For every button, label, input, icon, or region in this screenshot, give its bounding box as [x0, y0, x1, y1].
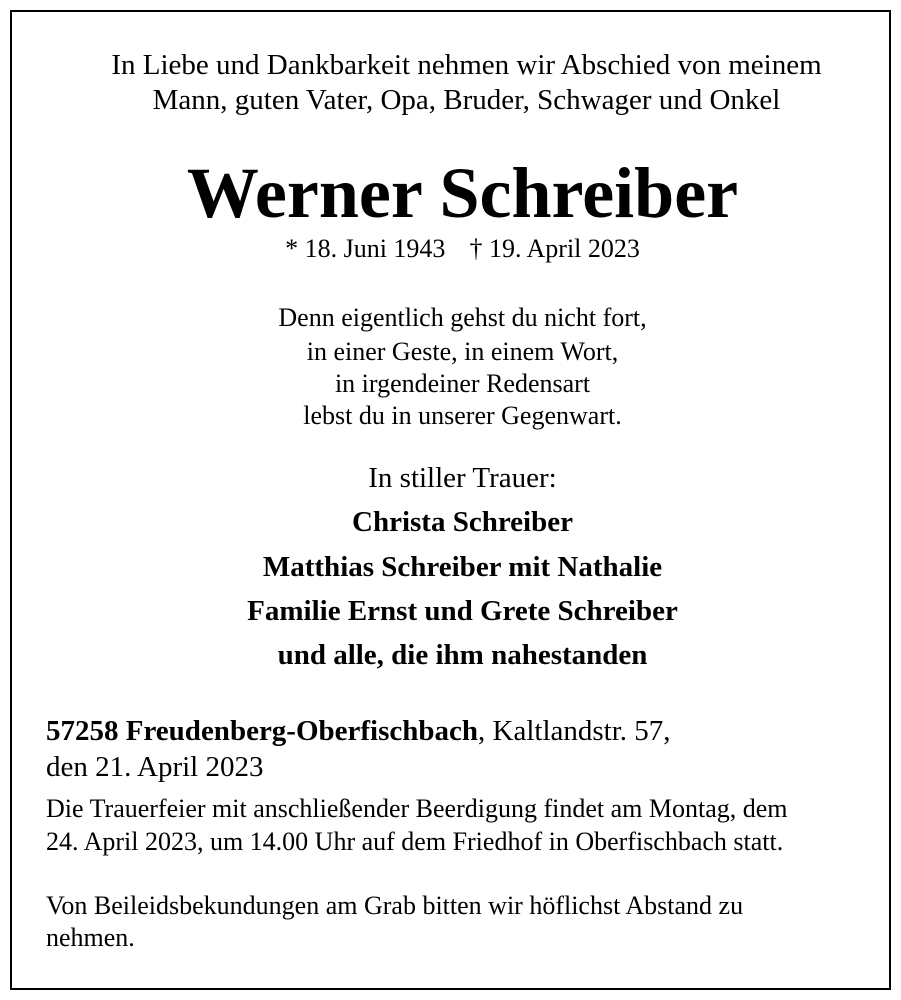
- mourner-name-1: Christa Schreiber: [352, 506, 573, 538]
- funeral-info-line-1: Die Trauerfeier mit anschließender Beerdigung findet am Montag, dem: [46, 794, 788, 823]
- mourning-heading: In stiller Trauer:: [368, 462, 557, 494]
- poem-line-3: in irgendeiner Redensart: [334, 369, 591, 398]
- poem-line-1: Denn eigentlich gehst du nicht fort,: [278, 303, 647, 332]
- poem-line-2: in einer Geste, in einem Wort,: [306, 337, 619, 366]
- deceased-name: Werner Schreiber: [186, 153, 739, 233]
- address-line: [46, 713, 671, 749]
- condolence-note-line-1: Von Beileidsbekundungen am Grab bitten wir höflichst Abstand zu: [46, 891, 744, 920]
- intro-line-1: In Liebe und Dankbarkeit nehmen wir Abschied von meinem: [111, 49, 822, 81]
- condolence-note-line-2: nehmen.: [46, 923, 135, 952]
- address-street: , Kaltlandstr. 57,: [478, 715, 671, 747]
- mourner-name-2: Matthias Schreiber mit Nathalie: [262, 551, 663, 583]
- life-dates: [12, 232, 901, 266]
- mourner-name-3: Familie Ernst und Grete Schreiber: [247, 595, 678, 627]
- death-date: † 19. April 2023: [469, 234, 640, 263]
- poem-line-4: lebst du in unserer Gegenwart.: [303, 401, 622, 430]
- birth-date: * 18. Juni 1943: [285, 234, 446, 263]
- intro-line-2: Mann, guten Vater, Opa, Bruder, Schwager und Onkel: [152, 84, 781, 116]
- address-date: den 21. April 2023: [46, 751, 264, 783]
- funeral-info-line-2: 24. April 2023, um 14.00 Uhr auf dem Friedhof in Oberfischbach statt.: [46, 827, 784, 856]
- mourner-name-4: und alle, die ihm nahestanden: [277, 639, 648, 671]
- address-place: 57258 Freudenberg-Oberfischbach: [46, 715, 479, 747]
